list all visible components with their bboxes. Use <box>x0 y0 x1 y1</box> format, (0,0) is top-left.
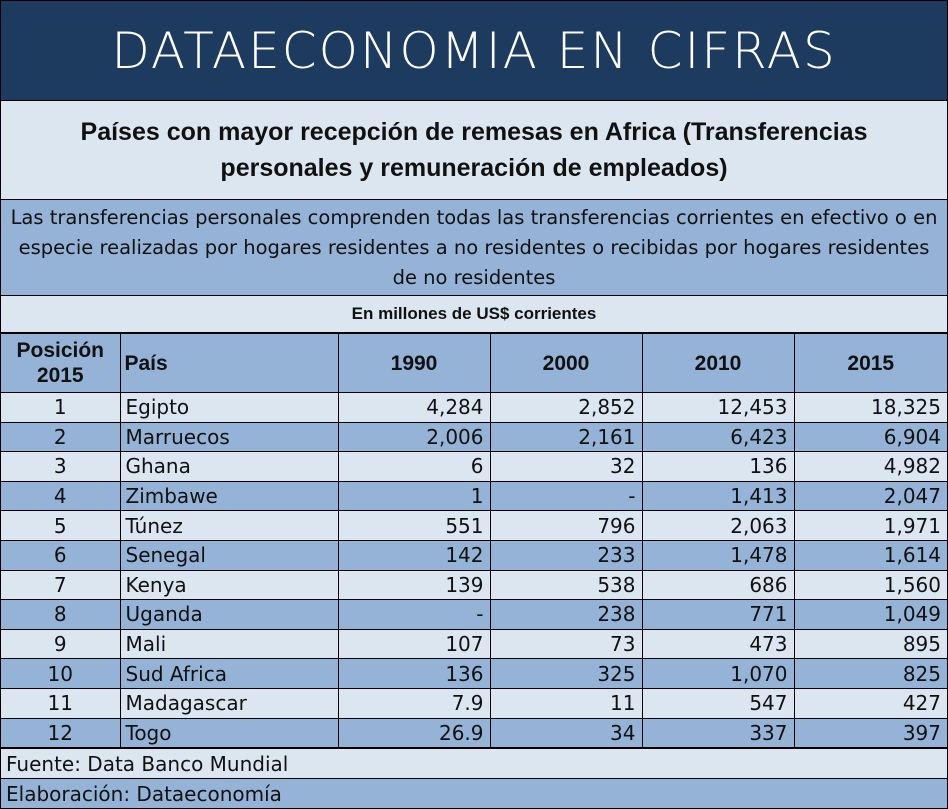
header-1990: 1990 <box>338 334 490 393</box>
cell-country: Marruecos <box>120 422 338 452</box>
table-header-row <box>1 334 947 393</box>
header-2000: 2000 <box>490 334 642 393</box>
cell-2015: 1,049 <box>794 600 947 630</box>
cell-country: Senegal <box>120 540 338 570</box>
cell-1990: 4,284 <box>338 393 490 423</box>
cell-country: Madagascar <box>120 688 338 718</box>
table-row <box>1 481 947 511</box>
cell-2015: 4,982 <box>794 452 947 482</box>
description: Las transferencias personales comprenden todas las transferencias corrientes en efectivo o en especie realizadas por hogares residentes a no residentes o recibidas por hogares residentes de no residentes <box>1 200 947 296</box>
cell-2000: 34 <box>490 718 642 748</box>
cell-position: 10 <box>1 659 120 689</box>
cell-2015: 1,560 <box>794 570 947 600</box>
source-note: Fuente: Data Banco Mundial <box>1 748 947 778</box>
cell-position: 5 <box>1 511 120 541</box>
cell-1990: 136 <box>338 659 490 689</box>
cell-2000: 238 <box>490 600 642 630</box>
cell-1990: - <box>338 600 490 630</box>
cell-position: 11 <box>1 688 120 718</box>
cell-position: 12 <box>1 718 120 748</box>
cell-2010: 686 <box>642 570 794 600</box>
cell-2010: 1,478 <box>642 540 794 570</box>
cell-2015: 18,325 <box>794 393 947 423</box>
table-row <box>1 393 947 423</box>
table-row <box>1 540 947 570</box>
cell-2010: 136 <box>642 452 794 482</box>
table-row <box>1 629 947 659</box>
banner-text: DATAECONOMIA EN CIFRAS <box>111 21 837 80</box>
cell-1990: 7.9 <box>338 688 490 718</box>
cell-2015: 825 <box>794 659 947 689</box>
cell-1990: 2,006 <box>338 422 490 452</box>
cell-2000: 325 <box>490 659 642 689</box>
cell-1990: 139 <box>338 570 490 600</box>
cell-country: Kenya <box>120 570 338 600</box>
page-title: Países con mayor recepción de remesas en Africa (Transferencias personales y remuneración de empleados) <box>1 101 947 200</box>
cell-2010: 473 <box>642 629 794 659</box>
cell-country: Uganda <box>120 600 338 630</box>
table-row <box>1 600 947 630</box>
header-country: País <box>120 334 338 393</box>
cell-2010: 2,063 <box>642 511 794 541</box>
cell-2000: - <box>490 481 642 511</box>
cell-2000: 11 <box>490 688 642 718</box>
header-2010: 2010 <box>642 334 794 393</box>
remittances-table <box>1 333 947 748</box>
table-row <box>1 718 947 748</box>
cell-country: Túnez <box>120 511 338 541</box>
cell-position: 3 <box>1 452 120 482</box>
cell-2015: 1,614 <box>794 540 947 570</box>
table-row <box>1 511 947 541</box>
cell-2010: 547 <box>642 688 794 718</box>
banner <box>1 1 947 101</box>
cell-position: 2 <box>1 422 120 452</box>
credit-note: Elaboración: Dataeconomía <box>1 778 947 808</box>
cell-position: 4 <box>1 481 120 511</box>
cell-2010: 337 <box>642 718 794 748</box>
table-body <box>1 393 947 748</box>
cell-country: Egipto <box>120 393 338 423</box>
cell-position: 1 <box>1 393 120 423</box>
header-2015: 2015 <box>794 334 947 393</box>
cell-country: Zimbawe <box>120 481 338 511</box>
cell-2000: 2,161 <box>490 422 642 452</box>
cell-position: 9 <box>1 629 120 659</box>
cell-2000: 796 <box>490 511 642 541</box>
cell-1990: 6 <box>338 452 490 482</box>
cell-position: 7 <box>1 570 120 600</box>
cell-2015: 397 <box>794 718 947 748</box>
cell-2000: 2,852 <box>490 393 642 423</box>
cell-country: Sud Africa <box>120 659 338 689</box>
cell-1990: 142 <box>338 540 490 570</box>
cell-country: Ghana <box>120 452 338 482</box>
cell-2000: 233 <box>490 540 642 570</box>
cell-1990: 26.9 <box>338 718 490 748</box>
cell-2010: 1,070 <box>642 659 794 689</box>
cell-2000: 73 <box>490 629 642 659</box>
cell-2015: 895 <box>794 629 947 659</box>
header-position: Posición 2015 <box>1 334 120 393</box>
cell-position: 6 <box>1 540 120 570</box>
cell-2015: 2,047 <box>794 481 947 511</box>
cell-1990: 1 <box>338 481 490 511</box>
cell-country: Mali <box>120 629 338 659</box>
cell-2015: 1,971 <box>794 511 947 541</box>
cell-2015: 427 <box>794 688 947 718</box>
cell-1990: 551 <box>338 511 490 541</box>
cell-2010: 12,453 <box>642 393 794 423</box>
cell-2000: 538 <box>490 570 642 600</box>
cell-2000: 32 <box>490 452 642 482</box>
cell-2010: 1,413 <box>642 481 794 511</box>
units-label: En millones de US$ corrientes <box>1 296 947 333</box>
cell-country: Togo <box>120 718 338 748</box>
cell-1990: 107 <box>338 629 490 659</box>
cell-2015: 6,904 <box>794 422 947 452</box>
table-row <box>1 659 947 689</box>
table-row <box>1 422 947 452</box>
cell-position: 8 <box>1 600 120 630</box>
table-row <box>1 452 947 482</box>
cell-2010: 6,423 <box>642 422 794 452</box>
table-row <box>1 570 947 600</box>
table-row <box>1 688 947 718</box>
cell-2010: 771 <box>642 600 794 630</box>
